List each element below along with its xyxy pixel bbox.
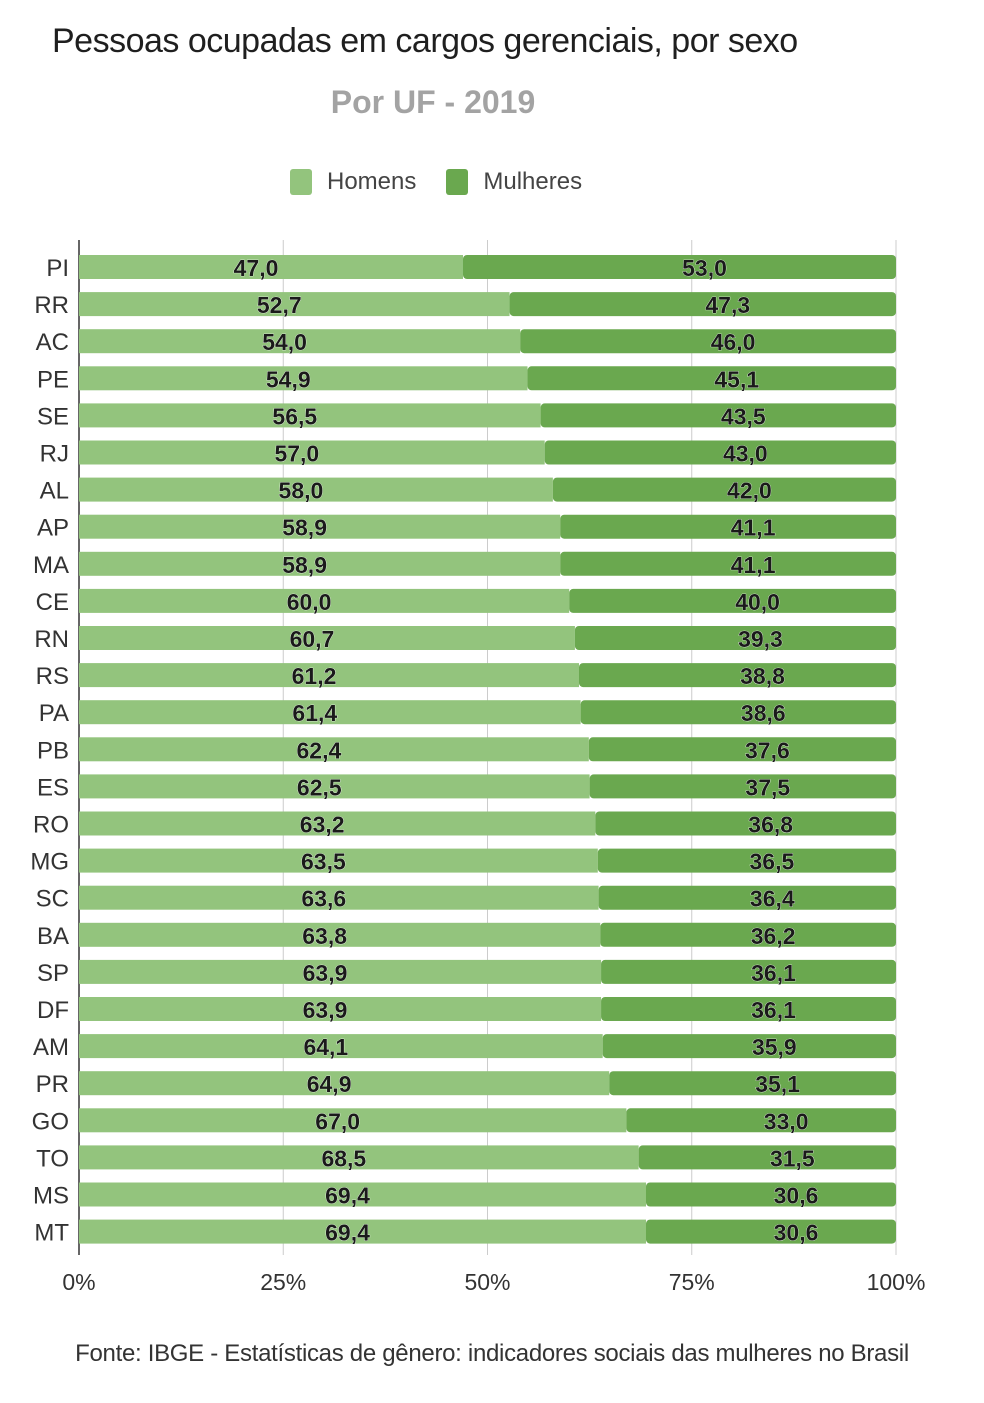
data-label: 69,4 — [325, 1182, 370, 1209]
data-label: 64,9 — [306, 1071, 352, 1098]
y-category-label: BA — [36, 922, 69, 950]
bar-segment-mulheres — [541, 403, 896, 430]
data-label: 30,6 — [773, 1182, 819, 1209]
y-category-label: MG — [30, 848, 69, 876]
data-label: 68,5 — [321, 1145, 367, 1172]
data-label: 47,0 — [233, 255, 279, 281]
bar-segment-mulheres — [528, 366, 896, 393]
data-label: 40,0 — [735, 588, 780, 615]
y-category-label: PE — [36, 366, 69, 394]
y-category-label: RR — [34, 292, 69, 320]
y-category-label: DF — [37, 997, 69, 1024]
data-label: 58,9 — [282, 514, 327, 541]
data-label: 38,8 — [740, 663, 785, 690]
data-label: 63,9 — [302, 959, 348, 986]
y-category-label: SP — [36, 959, 69, 987]
y-category-label: RN — [34, 626, 69, 653]
bar-segment-mulheres — [579, 663, 896, 690]
data-label: 57,0 — [274, 440, 320, 467]
data-label: 54,9 — [265, 366, 311, 393]
y-category-label: AP — [36, 514, 69, 542]
y-category-label: MT — [34, 1219, 69, 1247]
x-tick-label: 100% — [866, 1269, 926, 1295]
bar-segment-mulheres — [569, 589, 896, 613]
data-label: 43,0 — [722, 440, 768, 467]
data-label: 35,1 — [755, 1071, 800, 1098]
data-label: 38,6 — [740, 700, 786, 727]
bar-segment-mulheres — [639, 1145, 896, 1172]
data-label: 42,0 — [727, 477, 772, 504]
x-tick-label: 25% — [260, 1269, 307, 1295]
bar-segment-mulheres — [601, 997, 896, 1021]
bar-segment-mulheres — [609, 1071, 896, 1098]
data-label: 67,0 — [315, 1108, 361, 1135]
data-label: 58,0 — [278, 477, 324, 504]
bar-segment-mulheres — [560, 515, 896, 539]
data-label: 63,6 — [301, 885, 347, 912]
x-tick-label: 50% — [464, 1269, 511, 1295]
data-label: 36,1 — [751, 997, 796, 1023]
bar-segment-mulheres — [595, 812, 896, 836]
x-tick-label: 0% — [62, 1269, 96, 1295]
data-label: 60,7 — [289, 626, 335, 652]
data-label: 36,5 — [749, 848, 795, 875]
y-category-label: RJ — [39, 440, 69, 468]
y-category-label: AM — [33, 1034, 69, 1062]
data-label: 63,8 — [302, 922, 348, 949]
y-category-label: AL — [39, 477, 69, 505]
y-category-label: RS — [35, 663, 69, 691]
y-category-label: PR — [35, 1071, 69, 1099]
data-label: 58,9 — [282, 551, 327, 578]
y-category-label: PB — [36, 737, 69, 765]
data-label: 43,5 — [720, 403, 766, 430]
data-label: 37,5 — [745, 774, 791, 801]
data-label: 37,6 — [745, 737, 790, 764]
data-label: 47,3 — [705, 292, 751, 319]
y-category-label: CE — [35, 588, 69, 616]
y-category-label: TO — [36, 1145, 69, 1173]
data-label: 39,3 — [738, 626, 783, 652]
data-label: 33,0 — [763, 1108, 809, 1135]
data-label: 36,4 — [749, 885, 795, 912]
data-label: 54,0 — [262, 329, 307, 356]
data-label: 62,4 — [296, 737, 342, 764]
y-category-label: PI — [46, 255, 69, 282]
bar-segment-mulheres — [601, 960, 896, 984]
y-category-label: PA — [38, 700, 69, 728]
chart-title: Pessoas ocupadas em cargos gerenciais, por sexo — [52, 22, 798, 60]
bar-segment-mulheres — [581, 700, 896, 727]
data-label: 46,0 — [710, 329, 756, 356]
data-label: 61,4 — [292, 700, 338, 727]
bar-segment-mulheres — [545, 441, 896, 465]
data-label: 31,5 — [769, 1145, 815, 1172]
x-tick-label: 75% — [668, 1269, 715, 1295]
y-category-label: MA — [33, 551, 69, 579]
y-category-label: AC — [35, 329, 69, 357]
bar-segment-mulheres — [626, 1108, 896, 1135]
data-label: 64,1 — [303, 1034, 349, 1061]
bar-segment-mulheres — [598, 849, 896, 873]
data-label: 53,0 — [682, 255, 727, 281]
data-label: 36,8 — [748, 811, 794, 838]
data-label: 63,9 — [302, 997, 348, 1023]
source-note: Fonte: IBGE - Estatísticas de gênero: indicadores sociais das mulheres no Brasil — [75, 1340, 909, 1367]
data-label: 41,1 — [730, 514, 776, 541]
bar-segment-mulheres — [510, 292, 896, 319]
data-label: 36,2 — [750, 922, 796, 949]
data-label: 61,2 — [291, 663, 337, 690]
data-label: 36,1 — [751, 959, 796, 986]
bar-segment-mulheres — [646, 1220, 896, 1244]
data-label: 45,1 — [714, 366, 760, 393]
y-category-label: SE — [36, 403, 69, 431]
bar-segment-mulheres — [575, 626, 896, 650]
bar-segment-mulheres — [553, 478, 896, 502]
data-label: 63,2 — [299, 811, 345, 838]
bar-segment-mulheres — [646, 1183, 896, 1207]
y-category-label: ES — [36, 774, 69, 802]
data-label: 60,0 — [286, 588, 332, 615]
y-category-label: GO — [31, 1108, 69, 1136]
data-label: 69,4 — [325, 1219, 370, 1246]
y-category-label: RO — [33, 811, 69, 839]
data-label: 63,5 — [301, 848, 346, 875]
data-label: 30,6 — [773, 1219, 819, 1246]
bar-segment-mulheres — [603, 1034, 896, 1061]
bar-segment-mulheres — [520, 329, 896, 356]
data-label: 52,7 — [256, 292, 302, 319]
legend-label-homens: Homens — [327, 168, 417, 195]
bar-segment-mulheres — [589, 737, 896, 764]
y-category-label: MS — [33, 1182, 69, 1210]
bar-segment-mulheres — [463, 255, 896, 279]
data-label: 35,9 — [751, 1034, 797, 1061]
data-label: 62,5 — [296, 774, 342, 801]
legend-label-mulheres: Mulheres — [483, 168, 583, 195]
data-label: 56,5 — [272, 403, 318, 430]
bar-segment-mulheres — [600, 923, 896, 947]
y-category-label: SC — [35, 885, 69, 913]
bar-segment-mulheres — [599, 886, 896, 910]
data-label: 41,1 — [730, 551, 776, 578]
bar-segment-mulheres — [560, 552, 896, 576]
chart-subtitle: Por UF - 2019 — [330, 84, 536, 120]
bar-segment-mulheres — [590, 774, 896, 801]
